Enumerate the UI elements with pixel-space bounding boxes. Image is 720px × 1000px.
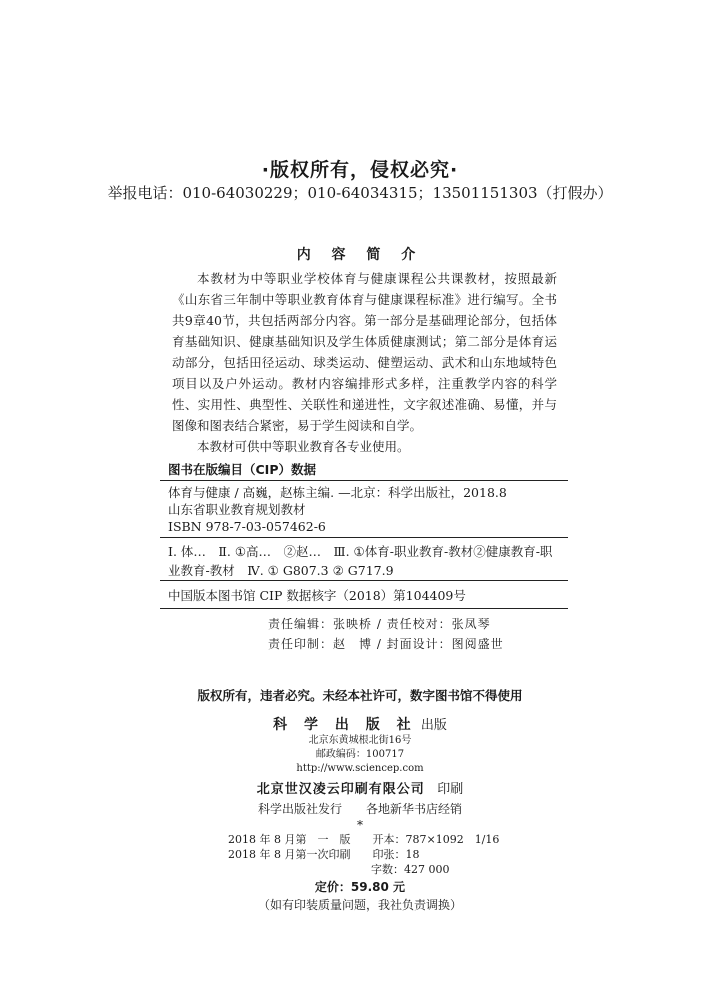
edition-info [228,832,499,877]
intro-body [172,268,557,457]
cip-divider [160,580,568,581]
cip-divider [160,608,568,609]
edition-row: 2018 年 8 月第 一 版 开本：787×1092 1/16 [228,833,500,846]
intro-paragraph: 本教材可供中等职业教育各专业使用。 [197,439,410,454]
edition-row: 2018 年 8 月第一次印刷 印张：18 [228,848,420,861]
cip-label: 图书在版编目（CIP）数据 [168,462,316,477]
printer-suffix: 印刷 [437,782,464,797]
publisher-suffix: 出版 [420,718,447,733]
cip-divider [160,537,568,538]
publisher-address: 北京东黄城根北街16号 [308,735,412,746]
cip-record [168,484,507,535]
publisher-website: http://www.sciencep.com [296,763,424,774]
editor-line: 责任印制：赵 博 / 封面设计：图阅盛世 [268,637,504,651]
cip-line: 体育与健康 / 高巍，赵栋主编. —北京：科学出版社，2018.8 [168,485,507,500]
cip-divider [160,480,568,481]
separator-star: * [357,818,363,832]
editor-credits [268,614,504,654]
cip-line: 山东省职业教育规划教材 [168,502,306,517]
publisher-info [0,734,720,776]
publisher-postcode: 邮政编码：100717 [315,749,405,760]
printer-line [0,778,720,797]
cip-subjects: Ⅰ. 体… Ⅱ. ①高… ②赵… Ⅲ. ①体育-职业教育-教材②健康教育-职业教育-教材 Ⅳ. ① G807.3 ② G717.9 [168,544,553,578]
price: 定价：59.80 元 [314,880,406,894]
cip-line: ISBN 978-7-03-057462-6 [168,519,326,534]
intro-heading: 内 容 简 介 [296,247,424,263]
publisher-name: 科 学 出 版 社 [273,717,417,733]
edition-row: 字数：427 000 [228,863,450,876]
printer-name: 北京世汉凌云印刷有限公司 [256,782,425,797]
cip-approval-number: 中国版本图书馆 CIP 数据核字（2018）第104409号 [168,588,466,603]
copyright-title: ·版权所有，侵权必究· [261,159,459,181]
editor-line: 责任编辑：张映桥 / 责任校对：张凤琴 [268,617,491,631]
distribution-line: 科学出版社发行 各地新华书店经销 [257,802,462,816]
report-phone: 举报电话：010-64030229；010-64034315；13501151303（打假办） [107,184,613,202]
quality-notice: （如有印装质量问题，我社负责调换） [257,898,462,912]
publisher-line [0,714,720,734]
rights-notice: 版权所有，违者必究。未经本社许可，数字图书馆不得使用 [197,688,523,703]
intro-paragraph: 本教材为中等职业学校体育与健康课程公共课教材，按照最新《山东省三年制中等职业教育体育与健康课程标准》进行编写。全书共9章40节，共包括两部分内容。第一部分是基础理论部分，包括体育基础知识、健康基础知识及学生体质健康测试；第二部分是体育运动部分，包括田径运动、球类运动、健塑运动、武术和山东地域特色项目以及户外运动。教材内容编排形式多样，注重教学内容的科学性、实用性、典型性、关联性和递进性，文字叙述准确、易懂，并与图像和图表结合紧密，易于学生阅读和自学。 [172,271,557,433]
